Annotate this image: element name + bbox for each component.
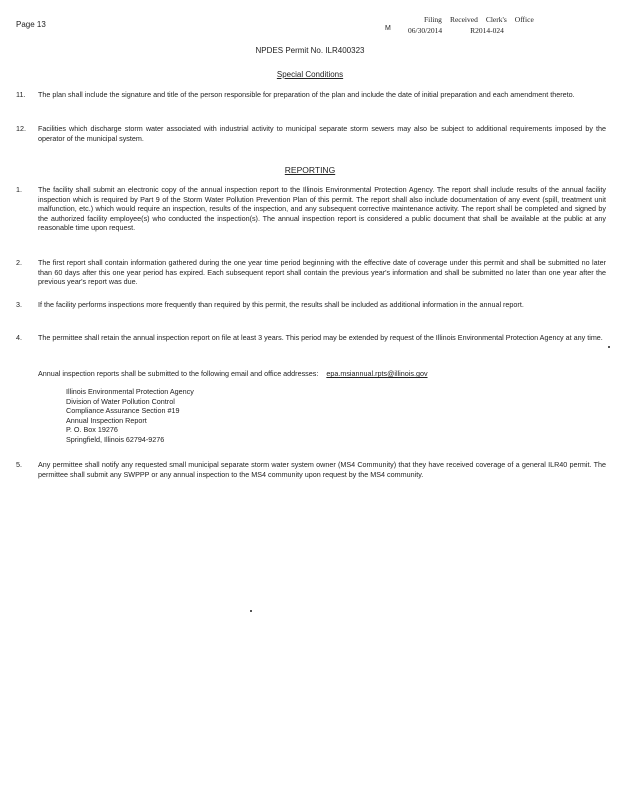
stamp-label-received: Received	[449, 15, 478, 24]
stamp-docket: R2014-024	[470, 26, 504, 35]
item-number: 2.	[16, 258, 22, 267]
reporting-item-4	[16, 333, 606, 343]
address-intro	[38, 369, 598, 379]
item-text: The first report shall contain information gathered during the one year time period beginning with the effective date of coverage under this permit and shall be submitted no later than 60 days after this one year period has expired. Each subsequent report shall contain the previous year's information and shall be submitted no later than one year after the previous year's report was due.	[38, 258, 606, 286]
filing-stamp	[408, 16, 558, 35]
item-text: If the facility performs inspections more frequently than required by this permit, the results shall be included as additional information in the annual report.	[38, 300, 524, 309]
item-text: Any permittee shall notify any requested small municipal separate storm water system owner (MS4 Community) that they have received coverage of a general ILR40 permit. The permittee shall submit any SWPPP or any annual inspection to the MS4 community upon request by the MS4 community.	[38, 460, 606, 479]
address-line: Division of Water Pollution Control	[66, 396, 175, 406]
reporting-item-3	[16, 300, 606, 310]
item-number: 5.	[16, 460, 22, 469]
address-line: Compliance Assurance Section #19	[66, 406, 180, 416]
address-line: Springfield, Illinois 62794-9276	[66, 434, 165, 444]
address-line: P. O. Box 19276	[66, 425, 118, 435]
reporting-item-5	[16, 460, 606, 479]
page-number: Page 13	[16, 20, 46, 29]
condition-item-11	[16, 90, 606, 100]
reporting-item-2	[16, 258, 606, 287]
special-conditions-heading: Special Conditions	[276, 70, 344, 79]
item-number: 1.	[16, 185, 22, 194]
reporting-heading: REPORTING	[284, 165, 336, 175]
scan-speck	[608, 346, 610, 348]
address-intro-text: Annual inspection reports shall be submitted to the following email and office addresses:	[38, 369, 319, 378]
item-number: 4.	[16, 333, 22, 342]
condition-item-12	[16, 124, 606, 143]
email-link[interactable]: epa.msiannual.rpts@illinois.gov	[326, 369, 428, 378]
item-number: 3.	[16, 300, 22, 309]
item-text: The permittee shall retain the annual inspection report on file at least 3 years. This period may be extended by request of the Illinois Environmental Protection Agency at any time.	[38, 333, 603, 342]
item-text: The facility shall submit an electronic copy of the annual inspection report to the Illinois Environmental Protection Agency. The report shall include results of the annual facility inspection which is required by Part 9 of the Storm Water Pollution Prevention Plan of this permit. The report shall also include documentation of any event (spill, treatment unit malfunction, etc.) which would require an inspection, results of the inspection, and any subsequent corrective maintenance activity. The report shall be completed and signed by the authorized facility employee(s) who conducted the inspection(s). The annual inspection report is considered a public document that shall be available at the public at any reasonable time upon request.	[38, 185, 606, 232]
item-number: 12.	[16, 124, 26, 133]
stamp-mark: M	[385, 25, 391, 32]
item-text: Facilities which discharge storm water associated with industrial activity to municipal separate storm sewers may also be subject to additional requirements imposed by the operator of the municipal system.	[38, 124, 606, 143]
stamp-date: 06/30/2014	[408, 26, 443, 35]
item-number: 11.	[16, 90, 26, 99]
stamp-label-office: Office	[514, 15, 534, 24]
scan-speck	[250, 610, 252, 612]
reporting-item-1	[16, 185, 606, 233]
address-line: Illinois Environmental Protection Agency	[66, 387, 194, 396]
permit-number: NPDES Permit No. ILR400323	[255, 46, 365, 55]
stamp-label-clerks: Clerk's	[485, 15, 507, 24]
mailing-address	[66, 387, 194, 445]
item-text: The plan shall include the signature and title of the person responsible for preparation of the plan and include the date of initial preparation and each amendment thereto.	[38, 90, 575, 99]
stamp-label-filing: Filing	[424, 15, 442, 24]
address-line: Annual Inspection Report	[66, 415, 147, 425]
